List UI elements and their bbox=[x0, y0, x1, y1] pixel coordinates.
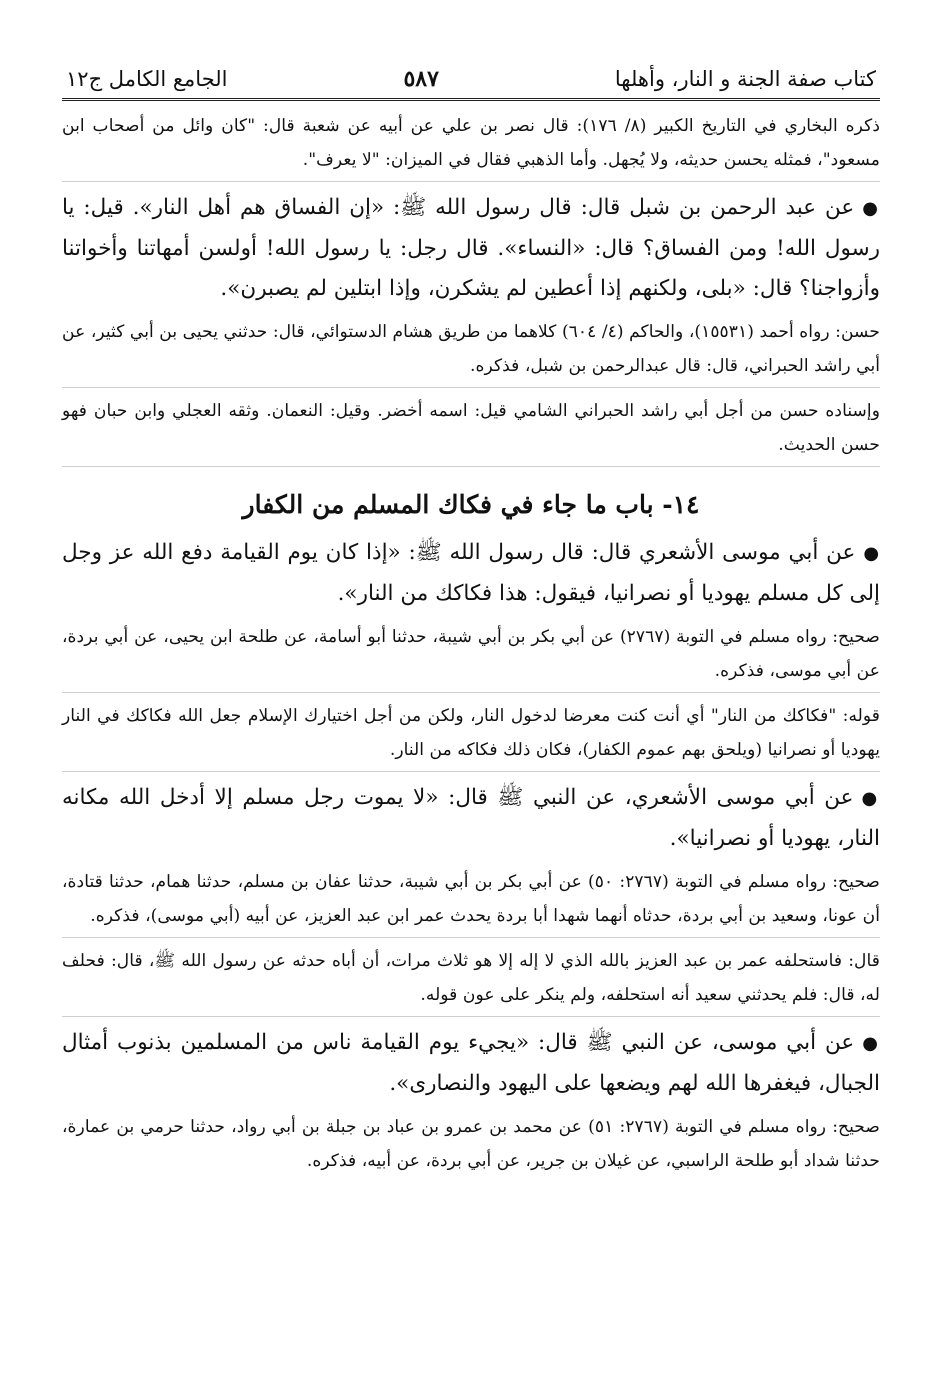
commentary-note: قوله: "فكاكك من النار" أي أنت كنت معرضا لدخول النار، ولكن من أجل اختيارك الإسلام جعل الله فكاكك في النار يهوديا أو نصرانيا (ويلحق بهم عموم الكفار)، فكان ذلك فكاكه من النار. bbox=[62, 699, 880, 772]
takhrij-note: صحيح: رواه مسلم في التوبة (٢٧٦٧) عن أبي بكر بن أبي شيبة، حدثنا أبو أسامة، عن طلحة ابن يحيى، عن أبي بردة، عن أبي موسى، فذكره. bbox=[62, 620, 880, 693]
bullet-icon: ● bbox=[861, 788, 880, 810]
bullet-icon: ● bbox=[862, 1033, 880, 1055]
hadith-text bbox=[62, 1023, 880, 1104]
hadith-body: عن أبي موسى، عن النبي ﷺ قال: «يجيء يوم القيامة ناس من المسلمين بذنوب أمثال الجبال، فيغفرها الله لهم ويضعها على اليهود والنصارى». bbox=[62, 1030, 880, 1097]
hadith-body: عن أبي موسى الأشعري قال: قال رسول الله ﷺ: «إذا كان يوم القيامة دفع الله عز وجل إلى كل مسلم يهوديا أو نصرانيا، فيقول: هذا فكاكك من النار». bbox=[62, 540, 880, 607]
commentary-note: وإسناده حسن من أجل أبي راشد الحبراني الشامي قيل: اسمه أخضر. وقيل: النعمان. وثقه العجلي وابن حبان فهو حسن الحديث. bbox=[62, 394, 880, 467]
takhrij-note: صحيح: رواه مسلم في التوبة (٢٧٦٧: ٥١) عن محمد بن عمرو بن عباد بن جبلة بن أبي رواد، حدثنا حرمي بن عمارة، حدثنا شداد أبو طلحة الراسبي، عن غيلان بن جرير، عن أبي بردة، عن أبيه، فذكره. bbox=[62, 1117, 880, 1172]
book-title: كتاب صفة الجنة و النار، وأهلها bbox=[614, 67, 876, 92]
page-body bbox=[62, 101, 880, 1182]
takhrij-note: حسن: رواه أحمد (١٥٥٣١)، والحاكم (٤/ ٦٠٤) كلاهما من طريق هشام الدستوائي، قال: حدثني يحيى بن أبي كثير، عن أبي راشد الحبراني، قال: قال عبدالرحمن بن شبل، فذكره. bbox=[62, 315, 880, 388]
bullet-icon: ● bbox=[862, 198, 880, 220]
hadith-body: عن عبد الرحمن بن شبل قال: قال رسول الله ﷺ: «إن الفساق هم أهل النار». قيل: يا رسول الله! ومن الفساق؟ قال: «النساء». قال رجل: يا رسول الله! أولسن أمهاتنا وأخواتنا وأزواجنا؟ قال: «بلى، ولكنهم إذا أعطين لم يشكرن، وإذا ابتلين لم يصبرن». bbox=[62, 195, 880, 302]
takhrij-note: صحيح: رواه مسلم في التوبة (٢٧٦٧: ٥٠) عن أبي بكر بن أبي شيبة، حدثنا عفان بن مسلم، حدثنا همام، حدثنا قتادة، أن عونا، وسعيد بن أبي بردة، حدثاه أنهما شهدا أبا بردة يحدث عمر ابن عبد العزيز، عن أبيه (أبي موسى)، فذكره. bbox=[62, 865, 880, 938]
collection-volume: الجامع الكامل ج١٢ bbox=[66, 67, 228, 92]
hadith-text bbox=[62, 778, 880, 859]
page-header bbox=[62, 66, 880, 101]
chapter-heading: ١٤- باب ما جاء في فكاك المسلم من الكفار bbox=[242, 490, 700, 520]
bullet-icon: ● bbox=[863, 543, 880, 565]
book-page bbox=[62, 66, 880, 1359]
hadith-text bbox=[62, 188, 880, 309]
commentary-note: ذكره البخاري في التاريخ الكبير (٨/ ١٧٦): قال نصر بن علي عن أبيه عن شعبة قال: "كان وائل من أصحاب ابن مسعود"، فمثله يحسن حديثه، ولا يُجهل. وأما الذهبي فقال في الميزان: "لا يعرف". bbox=[62, 109, 880, 182]
hadith-text bbox=[62, 533, 880, 614]
commentary-note: قال: فاستحلفه عمر بن عبد العزيز بالله الذي لا إله إلا هو ثلاث مرات، أن أباه حدثه عن رسول الله ﷺ، قال: فحلف له، قال: فلم يحدثني سعيد أنه استحلفه، ولم ينكر على عون قوله. bbox=[62, 944, 880, 1017]
page-number: ٥٨٧ bbox=[403, 66, 439, 92]
hadith-body: عن أبي موسى الأشعري، عن النبي ﷺ قال: «لا يموت رجل مسلم إلا أدخل الله مكانه النار، يهوديا أو نصرانيا». bbox=[62, 785, 880, 852]
